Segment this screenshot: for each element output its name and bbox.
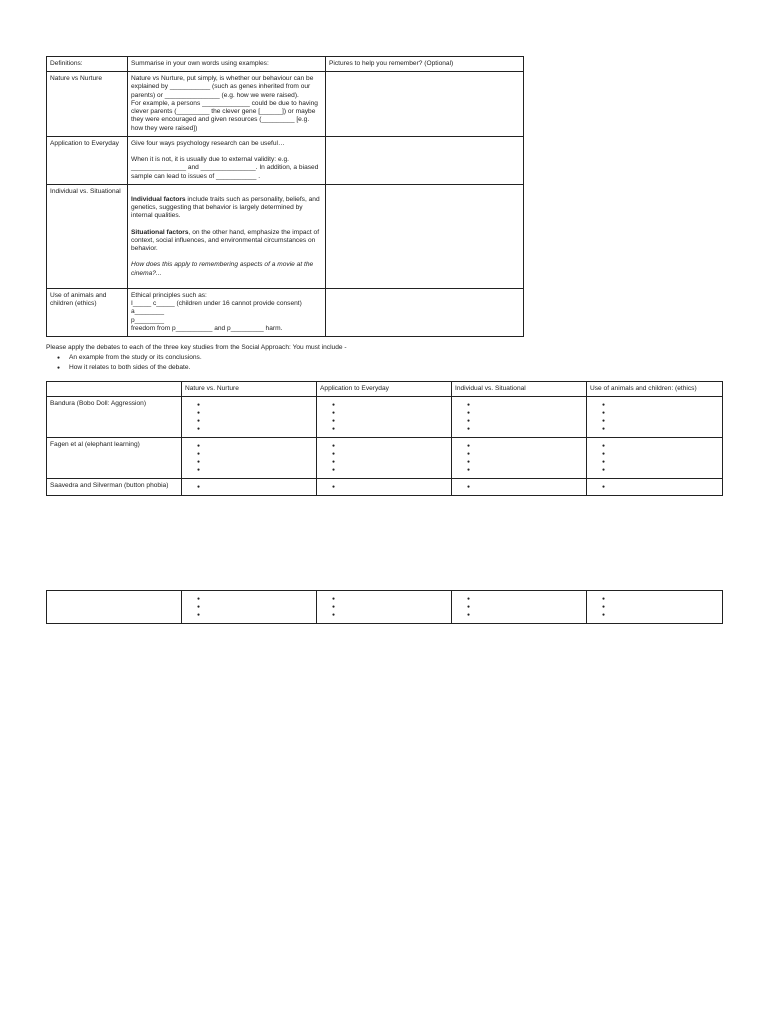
study-row-fagen <box>47 438 723 479</box>
study-row-saavedra <box>47 479 723 496</box>
bullet-list <box>185 596 313 620</box>
study-fagen: Fagen et al (elephant learning) <box>47 438 182 479</box>
bullet-point <box>602 410 719 418</box>
term-ethics: Use of animals and children (ethics) <box>47 288 128 336</box>
summary-application[interactable] <box>128 136 326 184</box>
bullet-point <box>197 451 313 459</box>
bullet-point <box>602 443 719 451</box>
bullet-point <box>602 402 719 410</box>
bullet-list <box>455 402 583 434</box>
instructions-list <box>46 354 526 372</box>
study-row-bandura <box>47 397 723 438</box>
definitions-header-row <box>47 57 524 72</box>
individual-bold: Individual factors <box>131 195 186 203</box>
bullet-list <box>185 443 313 475</box>
bullet-point <box>332 612 448 620</box>
summary-ethics[interactable] <box>128 288 326 336</box>
answer-cell[interactable] <box>317 479 452 496</box>
bullet-list <box>590 596 719 620</box>
bullet-point <box>602 451 719 459</box>
term-nature-nurture: Nature vs Nurture <box>47 72 128 137</box>
picture-cell[interactable] <box>326 288 524 336</box>
bullet-point <box>602 484 719 492</box>
continued-study-label[interactable] <box>47 591 182 624</box>
bullet-point <box>467 418 583 426</box>
summary-line: p________ <box>131 316 165 324</box>
bullet-point <box>602 459 719 467</box>
summary-individual-situational[interactable] <box>128 184 326 288</box>
header-definitions: Definitions: <box>47 57 128 72</box>
answer-cell[interactable] <box>587 397 723 438</box>
bullet-point <box>467 612 583 620</box>
answer-cell[interactable] <box>182 479 317 496</box>
bullet-point <box>197 418 313 426</box>
bullet-point <box>197 443 313 451</box>
continued-studies-table <box>46 590 723 624</box>
term-application: Application to Everyday <box>47 136 128 184</box>
instructions-bullet: ● How it relates to both sides of the debate. <box>69 364 526 372</box>
situational-bold: Situational factors <box>131 228 189 236</box>
answer-cell[interactable] <box>452 397 587 438</box>
bullet-point <box>602 604 719 612</box>
answer-cell[interactable] <box>452 438 587 479</box>
bullet-point <box>197 410 313 418</box>
instructions-bullet: ● An example from the study or its conclusions. <box>69 354 526 362</box>
bullet-point <box>602 467 719 475</box>
studies-table <box>46 381 723 496</box>
study-saavedra: Saavedra and Silverman (button phobia) <box>47 479 182 496</box>
bullet-point <box>602 418 719 426</box>
summary-line: Nature vs Nurture, put simply, is whether our behaviour can be explained by ___________ (such as genes inherited from our parents) or _______________ (e.g. how we were raised). <box>131 75 314 99</box>
header-nature-nurture: Nature vs. Nurture <box>182 382 317 397</box>
summary-line: When it is not, it is usually due to external validity: e.g. _______________ and _______________. In addition, a biased sample can lead to issues of ___________ . <box>131 156 319 180</box>
bullet-point <box>197 596 313 604</box>
bullet-point <box>332 418 448 426</box>
bullet-point <box>467 459 583 467</box>
bullet-list <box>185 402 313 434</box>
individual-paragraph <box>131 196 322 221</box>
bullet-list <box>320 484 448 492</box>
bullet-point <box>467 451 583 459</box>
answer-cell[interactable] <box>317 397 452 438</box>
continued-row <box>47 591 723 624</box>
answer-cell[interactable] <box>317 591 452 624</box>
definition-row-application <box>47 136 524 184</box>
bullet-point <box>467 402 583 410</box>
bullet-point <box>197 612 313 620</box>
bullet-point <box>467 426 583 434</box>
summary-line: For example, a persons _____________ could be due to having clever parents (_________ the clever gene [______]) or maybe they were encouraged and given resources (_________ [e.g. how they were raised]) <box>131 99 318 132</box>
bullet-point <box>332 426 448 434</box>
bullet-point <box>467 596 583 604</box>
bullet-list <box>320 402 448 434</box>
header-pictures: Pictures to help you remember? (Optional) <box>326 57 524 72</box>
summary-nature-nurture[interactable] <box>128 72 326 137</box>
bullet-point <box>467 443 583 451</box>
definition-row-ethics <box>47 288 524 336</box>
bullet-list <box>590 484 719 492</box>
answer-cell[interactable] <box>587 591 723 624</box>
bullet-point <box>197 484 313 492</box>
summary-line: Give four ways psychology research can be useful… <box>131 139 285 147</box>
bullet-point <box>332 484 448 492</box>
term-individual-situational: Individual vs. Situational <box>47 184 128 288</box>
header-individual-situational: Individual vs. Situational <box>452 382 587 397</box>
bullet-point <box>197 459 313 467</box>
answer-cell[interactable] <box>182 438 317 479</box>
bullet-list <box>185 484 313 492</box>
answer-cell[interactable] <box>587 479 723 496</box>
answer-cell[interactable] <box>317 438 452 479</box>
bullet-point <box>332 410 448 418</box>
answer-cell[interactable] <box>452 479 587 496</box>
definitions-table <box>46 56 524 337</box>
situational-paragraph <box>131 229 322 254</box>
instructions-text: Please apply the debates to each of the three key studies from the Social Approach: You must include - <box>46 344 347 351</box>
picture-cell[interactable] <box>326 72 524 137</box>
bullet-point <box>467 484 583 492</box>
bullet-point <box>602 612 719 620</box>
bullet-list <box>455 596 583 620</box>
definition-row-nature-nurture <box>47 72 524 137</box>
answer-cell[interactable] <box>452 591 587 624</box>
studies-header-row <box>47 382 723 397</box>
instructions <box>46 344 526 375</box>
bullet-point <box>197 604 313 612</box>
summary-line: freedom from p__________ and p_________ harm. <box>131 324 283 332</box>
individual-text: include traits such as personality, beliefs, and genetics, suggesting that behavior is largely determined by internal qualities. <box>131 195 320 220</box>
answer-cell[interactable] <box>587 438 723 479</box>
bullet-point <box>467 410 583 418</box>
bullet-point <box>197 402 313 410</box>
bullet-point <box>332 596 448 604</box>
summary-line: a________ <box>131 308 165 316</box>
bullet-list <box>320 596 448 620</box>
bullet-point <box>332 443 448 451</box>
summary-line: I_____ c_____ (children under 16 cannot provide consent) <box>131 300 302 308</box>
bullet-point <box>332 402 448 410</box>
bullet-point <box>467 467 583 475</box>
cinema-question: How does this apply to remembering aspects of a movie at the cinema?... <box>131 261 314 277</box>
header-summarise: Summarise in your own words using examples: <box>128 57 326 72</box>
picture-cell[interactable] <box>326 136 524 184</box>
bullet-point <box>197 467 313 475</box>
bullet-list <box>455 443 583 475</box>
picture-cell[interactable] <box>326 184 524 288</box>
answer-cell[interactable] <box>182 591 317 624</box>
bullet-point <box>602 596 719 604</box>
situational-text: , on the other hand, emphasize the impact of context, social influences, and environmental circumstances on behavior. <box>131 228 320 253</box>
bullet-point <box>602 426 719 434</box>
bullet-list <box>455 484 583 492</box>
header-blank <box>47 382 182 397</box>
bullet-list <box>590 443 719 475</box>
bullet-point <box>332 604 448 612</box>
study-bandura: Bandura (Bobo Doll: Aggression) <box>47 397 182 438</box>
header-application: Application to Everyday <box>317 382 452 397</box>
header-ethics: Use of animals and children: (ethics) <box>587 382 723 397</box>
bullet-point <box>332 467 448 475</box>
summary-line: Ethical principles such as: <box>131 291 207 299</box>
bullet-point <box>332 451 448 459</box>
bullet-list <box>590 402 719 434</box>
answer-cell[interactable] <box>182 397 317 438</box>
bullet-point <box>467 604 583 612</box>
bullet-point <box>332 459 448 467</box>
bullet-point <box>197 426 313 434</box>
bullet-list <box>320 443 448 475</box>
definition-row-individual-situational <box>47 184 524 288</box>
